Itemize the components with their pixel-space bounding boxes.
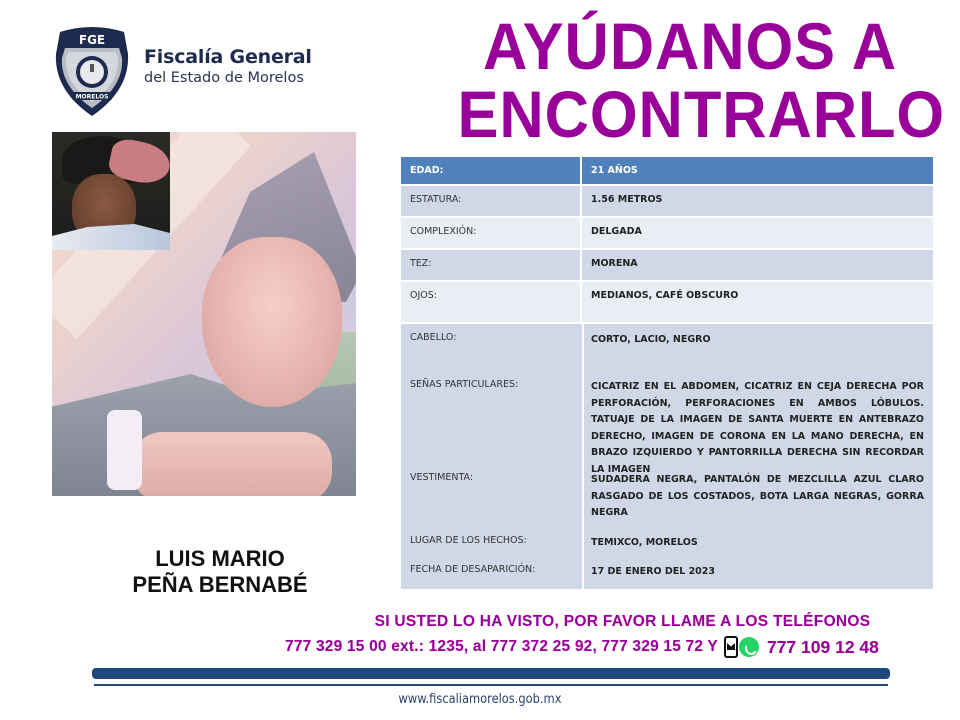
table-row (401, 218, 933, 248)
table-row (401, 250, 933, 280)
table-row (401, 186, 933, 216)
table-subrow (401, 535, 933, 552)
table-merged-row (401, 324, 933, 589)
svg-text:FGE: FGE (78, 33, 106, 47)
table-label: VESTIMENTA: (410, 472, 474, 483)
table-label: COMPLEXIÓN: (401, 218, 582, 248)
whatsapp-icon (739, 637, 759, 657)
table-label: TEZ: (401, 250, 582, 280)
footer-bar (92, 668, 890, 679)
contact-phones: 777 329 15 00 ext.: 1235, al 777 372 25 92, 777 329 15 72 Y (285, 638, 718, 655)
person-name-line-1: LUIS MARIO (155, 546, 285, 571)
inset-photo (52, 132, 170, 250)
person-name-line-2: PEÑA BERNABÉ (132, 572, 308, 597)
table-value: 17 DE ENERO DEL 2023 (591, 566, 716, 577)
table-label: EDAD: (401, 157, 582, 184)
table-subrow (401, 379, 933, 478)
fge-badge-icon (52, 24, 132, 118)
table-value: CORTO, LACIO, NEGRO (591, 334, 711, 345)
table-value: CICATRIZ EN EL ABDOMEN, CICATRIZ EN CEJA DERECHA POR PERFORACIÓN, PERFORACIONES EN AMBOS LÓBULOS. TATUAJE DE LA IMAGEN DE SANTA MUERTE EN ANTEBRAZO DERECHO, IMAGEN DE CORONA EN LA MANO DERECHA, EN BRAZO IZQUIERDO Y PANTORRILLA DERECHA SIN RECORDAR LA IMAGEN (591, 381, 924, 475)
table-subrow (401, 472, 933, 522)
table-label: ESTATURA: (401, 186, 582, 216)
table-value: SUDADERA NEGRA, PANTALÓN DE MEZCLILLA AZUL CLARO RASGADO DE LOS COSTADOS, BOTA LARGA NEGRAS, GORRA NEGRA (591, 474, 924, 518)
table-label: SEÑAS PARTICULARES: (410, 379, 519, 390)
fge-logo (52, 24, 322, 122)
table-label: LUGAR DE LOS HECHOS: (410, 535, 527, 546)
table-label: FECHA DE DESAPARICIÓN: (410, 564, 536, 575)
table-value: MORENA (591, 258, 638, 269)
headline-line-1: AYÚDANOS A (482, 9, 898, 83)
table-subrow (401, 564, 933, 581)
person-name (100, 546, 340, 598)
headline-line-2: ENCONTRARLO (457, 77, 946, 151)
headline (440, 9, 946, 151)
table-value: TEMIXCO, MORELOS (591, 537, 698, 548)
contact-prompt: SI USTED LO HA VISTO, POR FAVOR LLAME A LOS TELÉFONOS (374, 613, 871, 630)
table-label: OJOS: (401, 282, 582, 322)
table-label: CABELLO: (410, 332, 457, 343)
svg-text:MORELOS: MORELOS (75, 93, 109, 101)
table-value: MEDIANOS, CAFÉ OBSCURO (591, 290, 739, 301)
table-value: DELGADA (591, 226, 642, 237)
table-subrow (401, 332, 933, 349)
whatsapp-number: 777 109 12 48 (766, 636, 879, 657)
mobile-phone-icon (724, 636, 738, 658)
table-header-row (401, 157, 933, 184)
table-value: 1.56 METROS (591, 194, 663, 205)
contact-info (285, 613, 940, 658)
logo-title: Fiscalía General (144, 46, 312, 68)
website-link[interactable]: www.fiscaliamorelos.gob.mx (398, 692, 562, 707)
table-row (401, 282, 933, 322)
logo-subtitle: del Estado de Morelos (144, 70, 304, 86)
table-value: 21 AÑOS (591, 165, 638, 176)
footer-divider (94, 684, 888, 686)
